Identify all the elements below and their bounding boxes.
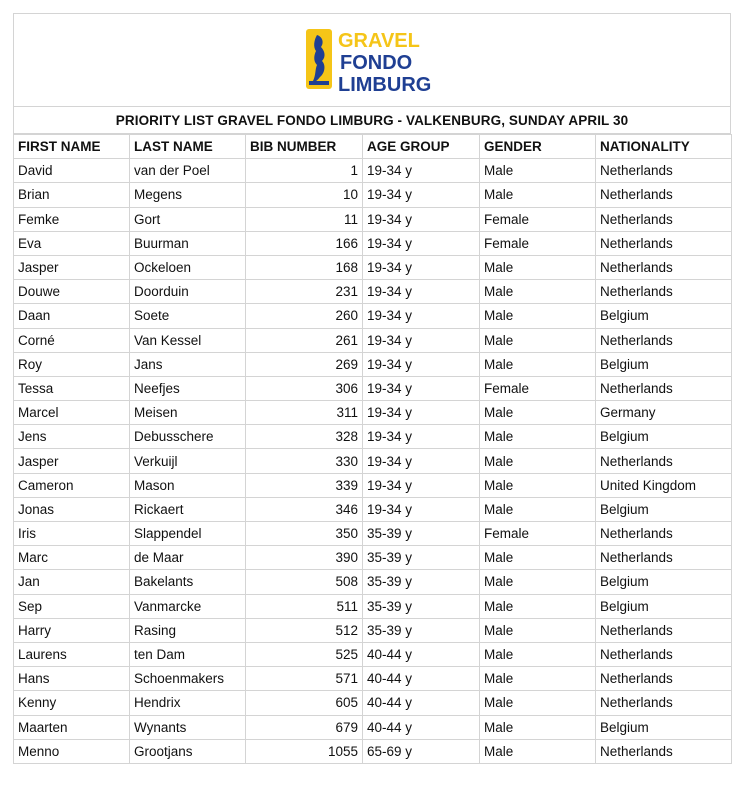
table-row (14, 425, 732, 449)
nationality-cell: Netherlands (596, 255, 732, 279)
age-group-cell: 35-39 y (363, 618, 480, 642)
last-name-cell: Verkuijl (130, 449, 246, 473)
age-group-cell: 19-34 y (363, 255, 480, 279)
bib-number-cell: 328 (246, 425, 363, 449)
table-row (14, 618, 732, 642)
last-name-cell: Buurman (130, 231, 246, 255)
last-name-cell: Rickaert (130, 497, 246, 521)
gender-cell: Male (480, 352, 596, 376)
age-group-cell: 19-34 y (363, 183, 480, 207)
bib-number-cell: 231 (246, 280, 363, 304)
age-group-cell: 19-34 y (363, 328, 480, 352)
nationality-cell: Netherlands (596, 691, 732, 715)
age-group-cell: 19-34 y (363, 159, 480, 183)
last-name-cell: Wynants (130, 715, 246, 739)
last-name-cell: Van Kessel (130, 328, 246, 352)
first-name-cell: Eva (14, 231, 130, 255)
last-name-cell: Debusschere (130, 425, 246, 449)
bib-number-cell: 346 (246, 497, 363, 521)
table-row (14, 473, 732, 497)
bib-number-cell: 261 (246, 328, 363, 352)
table-row (14, 159, 732, 183)
bib-number-cell: 260 (246, 304, 363, 328)
bib-number-cell: 390 (246, 546, 363, 570)
col-header-bib-number: BIB NUMBER (246, 135, 363, 159)
col-header-gender: GENDER (480, 135, 596, 159)
bib-number-cell: 269 (246, 352, 363, 376)
last-name-cell: Ockeloen (130, 255, 246, 279)
gender-cell: Male (480, 449, 596, 473)
age-group-cell: 19-34 y (363, 425, 480, 449)
nationality-cell: Netherlands (596, 183, 732, 207)
last-name-cell: Gort (130, 207, 246, 231)
last-name-cell: Bakelants (130, 570, 246, 594)
first-name-cell: Corné (14, 328, 130, 352)
first-name-cell: Daan (14, 304, 130, 328)
gender-cell: Male (480, 570, 596, 594)
first-name-cell: Cameron (14, 473, 130, 497)
table-row (14, 352, 732, 376)
gender-cell: Male (480, 425, 596, 449)
nationality-cell: Netherlands (596, 376, 732, 400)
age-group-cell: 19-34 y (363, 473, 480, 497)
last-name-cell: Mason (130, 473, 246, 497)
gender-cell: Male (480, 328, 596, 352)
gender-cell: Male (480, 280, 596, 304)
age-group-cell: 35-39 y (363, 522, 480, 546)
first-name-cell: Marcel (14, 401, 130, 425)
priority-table (13, 134, 732, 764)
last-name-cell: Slappendel (130, 522, 246, 546)
first-name-cell: Hans (14, 667, 130, 691)
nationality-cell: Belgium (596, 715, 732, 739)
table-row (14, 376, 732, 400)
first-name-cell: Roy (14, 352, 130, 376)
first-name-cell: Femke (14, 207, 130, 231)
nationality-cell: Netherlands (596, 618, 732, 642)
bib-number-cell: 166 (246, 231, 363, 255)
nationality-cell: Belgium (596, 497, 732, 521)
first-name-cell: Harry (14, 618, 130, 642)
gender-cell: Female (480, 231, 596, 255)
nationality-cell: Netherlands (596, 231, 732, 255)
nationality-cell: Netherlands (596, 449, 732, 473)
table-row (14, 715, 732, 739)
last-name-cell: Jans (130, 352, 246, 376)
bib-number-cell: 10 (246, 183, 363, 207)
last-name-cell: de Maar (130, 546, 246, 570)
bib-number-cell: 311 (246, 401, 363, 425)
table-row (14, 280, 732, 304)
table-row (14, 497, 732, 521)
col-header-nationality: NATIONALITY (596, 135, 732, 159)
bib-number-cell: 605 (246, 691, 363, 715)
age-group-cell: 35-39 y (363, 570, 480, 594)
table-row (14, 231, 732, 255)
logo-line-2: FONDO (340, 52, 413, 74)
first-name-cell: Tessa (14, 376, 130, 400)
last-name-cell: Neefjes (130, 376, 246, 400)
table-row (14, 594, 732, 618)
age-group-cell: 35-39 y (363, 594, 480, 618)
nationality-cell: Belgium (596, 570, 732, 594)
age-group-cell: 19-34 y (363, 207, 480, 231)
gender-cell: Female (480, 376, 596, 400)
nationality-cell: Netherlands (596, 207, 732, 231)
gender-cell: Male (480, 739, 596, 763)
nationality-cell: Netherlands (596, 667, 732, 691)
nationality-cell: Germany (596, 401, 732, 425)
age-group-cell: 40-44 y (363, 715, 480, 739)
bib-number-cell: 1 (246, 159, 363, 183)
last-name-cell: Hendrix (130, 691, 246, 715)
first-name-cell: Jens (14, 425, 130, 449)
first-name-cell: Brian (14, 183, 130, 207)
age-group-cell: 19-34 y (363, 376, 480, 400)
logo-cell (13, 13, 731, 106)
first-name-cell: Douwe (14, 280, 130, 304)
last-name-cell: van der Poel (130, 159, 246, 183)
col-header-first-name: FIRST NAME (14, 135, 130, 159)
age-group-cell: 19-34 y (363, 304, 480, 328)
table-row (14, 401, 732, 425)
nationality-cell: United Kingdom (596, 473, 732, 497)
first-name-cell: Jasper (14, 255, 130, 279)
table-row (14, 304, 732, 328)
first-name-cell: Jasper (14, 449, 130, 473)
first-name-cell: David (14, 159, 130, 183)
logo-line-1: GRAVEL (338, 30, 420, 52)
age-group-cell: 35-39 y (363, 546, 480, 570)
nationality-cell: Netherlands (596, 159, 732, 183)
age-group-cell: 40-44 y (363, 691, 480, 715)
nationality-cell: Netherlands (596, 642, 732, 666)
age-group-cell: 19-34 y (363, 231, 480, 255)
page-title: PRIORITY LIST GRAVEL FONDO LIMBURG - VALKENBURG, SUNDAY APRIL 30 (13, 106, 731, 134)
logo-line-3: LIMBURG (338, 74, 432, 95)
last-name-cell: Meisen (130, 401, 246, 425)
bib-number-cell: 11 (246, 207, 363, 231)
gender-cell: Male (480, 691, 596, 715)
last-name-cell: Grootjans (130, 739, 246, 763)
last-name-cell: Megens (130, 183, 246, 207)
bib-number-cell: 339 (246, 473, 363, 497)
table-row (14, 328, 732, 352)
last-name-cell: Vanmarcke (130, 594, 246, 618)
table-row (14, 449, 732, 473)
first-name-cell: Sep (14, 594, 130, 618)
gender-cell: Female (480, 522, 596, 546)
gender-cell: Male (480, 159, 596, 183)
last-name-cell: ten Dam (130, 642, 246, 666)
bib-number-cell: 525 (246, 642, 363, 666)
gender-cell: Male (480, 667, 596, 691)
nationality-cell: Belgium (596, 352, 732, 376)
age-group-cell: 19-34 y (363, 449, 480, 473)
last-name-cell: Schoenmakers (130, 667, 246, 691)
first-name-cell: Jonas (14, 497, 130, 521)
nationality-cell: Netherlands (596, 328, 732, 352)
age-group-cell: 19-34 y (363, 352, 480, 376)
gender-cell: Male (480, 183, 596, 207)
table-row (14, 642, 732, 666)
table-body (14, 159, 732, 764)
bib-number-cell: 1055 (246, 739, 363, 763)
bib-number-cell: 511 (246, 594, 363, 618)
last-name-cell: Rasing (130, 618, 246, 642)
col-header-last-name: LAST NAME (130, 135, 246, 159)
bib-number-cell: 350 (246, 522, 363, 546)
age-group-cell: 19-34 y (363, 401, 480, 425)
first-name-cell: Kenny (14, 691, 130, 715)
gender-cell: Male (480, 401, 596, 425)
first-name-cell: Jan (14, 570, 130, 594)
table-row (14, 522, 732, 546)
col-header-age-group: AGE GROUP (363, 135, 480, 159)
gender-cell: Male (480, 255, 596, 279)
table-row (14, 546, 732, 570)
priority-list-sheet (13, 13, 731, 764)
gender-cell: Male (480, 618, 596, 642)
table-row (14, 183, 732, 207)
gender-cell: Male (480, 715, 596, 739)
age-group-cell: 19-34 y (363, 497, 480, 521)
nationality-cell: Belgium (596, 425, 732, 449)
gender-cell: Male (480, 473, 596, 497)
nationality-cell: Belgium (596, 304, 732, 328)
nationality-cell: Belgium (596, 594, 732, 618)
bib-number-cell: 306 (246, 376, 363, 400)
first-name-cell: Iris (14, 522, 130, 546)
gender-cell: Male (480, 594, 596, 618)
last-name-cell: Soete (130, 304, 246, 328)
first-name-cell: Menno (14, 739, 130, 763)
nationality-cell: Netherlands (596, 739, 732, 763)
table-row (14, 255, 732, 279)
table-row (14, 691, 732, 715)
table-row (14, 667, 732, 691)
bib-number-cell: 679 (246, 715, 363, 739)
gender-cell: Male (480, 642, 596, 666)
table-row (14, 207, 732, 231)
last-name-cell: Doorduin (130, 280, 246, 304)
bib-number-cell: 508 (246, 570, 363, 594)
bib-number-cell: 512 (246, 618, 363, 642)
first-name-cell: Marc (14, 546, 130, 570)
gender-cell: Male (480, 304, 596, 328)
age-group-cell: 19-34 y (363, 280, 480, 304)
gender-cell: Male (480, 497, 596, 521)
gender-cell: Female (480, 207, 596, 231)
gravel-fondo-limburg-logo (304, 25, 464, 95)
table-row (14, 570, 732, 594)
nationality-cell: Netherlands (596, 522, 732, 546)
logo-sponsor-strip (309, 81, 329, 85)
bib-number-cell: 571 (246, 667, 363, 691)
bib-number-cell: 168 (246, 255, 363, 279)
age-group-cell: 40-44 y (363, 642, 480, 666)
table-row (14, 739, 732, 763)
nationality-cell: Netherlands (596, 280, 732, 304)
first-name-cell: Maarten (14, 715, 130, 739)
gender-cell: Male (480, 546, 596, 570)
header-row (14, 135, 732, 159)
first-name-cell: Laurens (14, 642, 130, 666)
nationality-cell: Netherlands (596, 546, 732, 570)
age-group-cell: 65-69 y (363, 739, 480, 763)
age-group-cell: 40-44 y (363, 667, 480, 691)
bib-number-cell: 330 (246, 449, 363, 473)
